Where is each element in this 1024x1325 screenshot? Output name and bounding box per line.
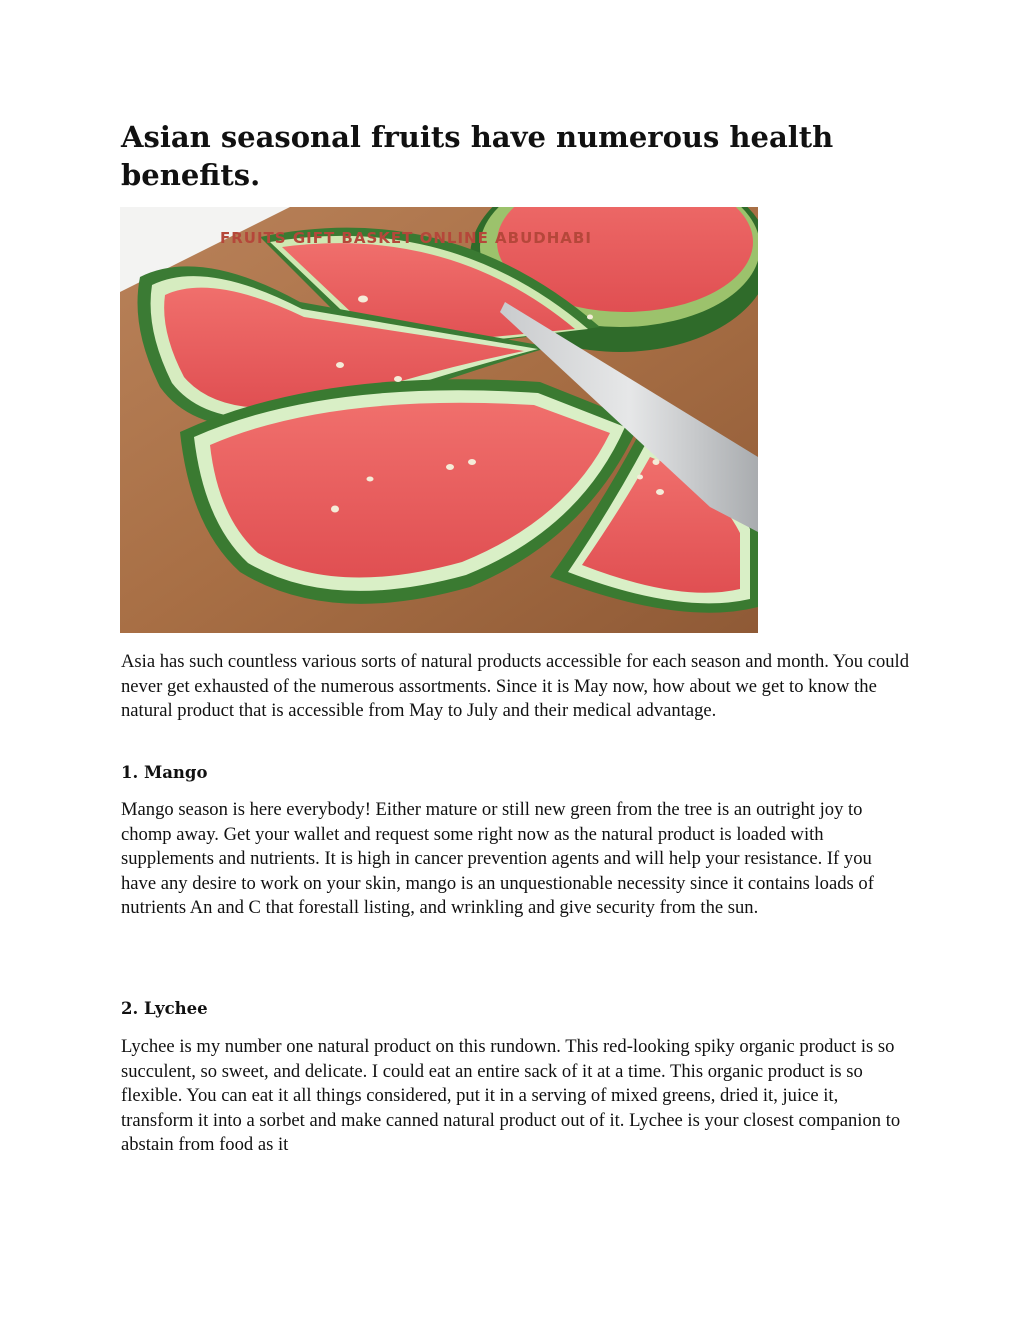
intro-paragraph: Asia has such countless various sorts of natural products accessible for each season and month. You could never get exhausted of the numerous assortments. Since it is May now, how about we get to know the natural product that is accessible from May to July and their medical advantage. (121, 651, 910, 722)
section-paragraph-lychee: Lychee is my number one natural product on this rundown. This red-looking spiky organic product is so succulent, so sweet, and delicate. I could eat an entire sack of it at a time. This organic product is so flexible. You can eat it all things considered, put it in a serving of mixed greens, dried it, juice it, transform it into a sorbet and make canned natural product out of it. Lychee is your closest companion to abstain from food as it (121, 1036, 901, 1156)
section-heading-lychee: 2. Lychee (121, 999, 208, 1018)
section-heading-mango: 1. Mango (121, 763, 208, 782)
image-overlay-text: FRUITS GIFT BASKET ONLINE ABUDHABI (220, 229, 592, 247)
section-paragraph-mango: Mango season is here everybody! Either mature or still new green from the tree is an outright joy to chomp away. Get your wallet and request some right now as the natural product is loaded with supplements and nutrients. It is high in cancer prevention agents and will help your resistance. If you have any desire to work on your skin, mango is an unquestionable necessity since it contains loads of nutrients An and C that forestall listing, and wrinkling and give security from the sun. (121, 799, 874, 919)
watermelon-photo (120, 207, 758, 633)
page-title: Asian seasonal fruits have numerous health benefits. (121, 120, 834, 192)
